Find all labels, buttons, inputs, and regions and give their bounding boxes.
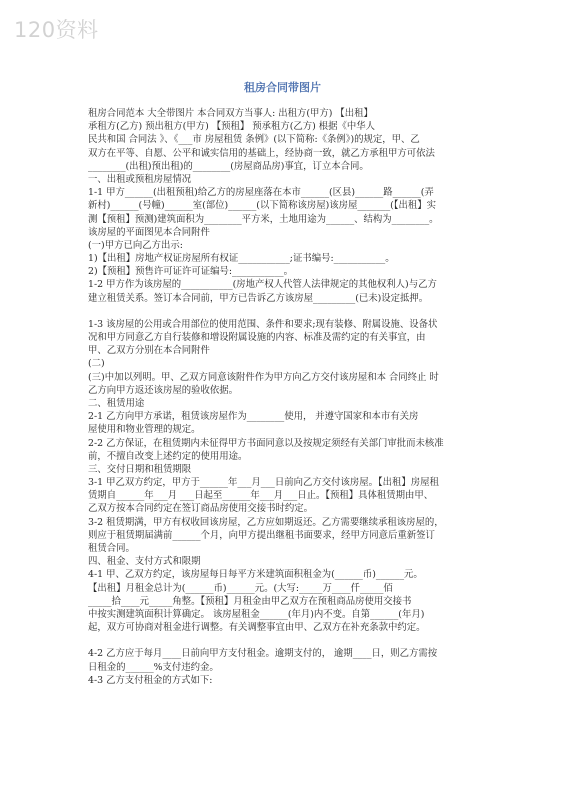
- text-line: 四、租金、支付方式和限期: [88, 556, 201, 568]
- text-line: 一、出租或预租房屋情况: [88, 173, 192, 185]
- text-line: 4-3 乙方支付租金的方式如下:: [88, 674, 213, 686]
- text-line: 则应于租赁期届满前______个月，向甲方提出继租书面要求，经甲方同意后重新签订: [88, 529, 435, 541]
- text-line: 日租金的______%支付违约金。: [88, 661, 219, 673]
- text-line: 建立租赁关系。签订本合同前，甲方已告诉乙方该房屋_________(已未)设定抵押。: [88, 292, 429, 304]
- text-line: (一)甲方已向乙方出示:: [88, 239, 183, 251]
- text-line: 2-2 乙方保证，在租赁期内未征得甲方书面同意以及按规定须经有关部门审批而未核准: [88, 437, 444, 449]
- text-line: 3-2 租赁期满，甲方有权收回该房屋，乙方应如期返还。乙方需要继续承租该房屋的，: [88, 516, 444, 528]
- text-line: (二): [88, 358, 105, 370]
- text-line: _____拾____元_____角整。【预租】月租金由甲乙双方在预租商品房使用交接书: [88, 595, 412, 607]
- text-line: 1-2 甲方作为该房屋的___________(房地产权人代管人法律规定的其他权利人)与乙方: [88, 279, 437, 291]
- text-line: 民共和国 合同法 》、《___市 房屋租赁 条例》(以下简称:《条例》)的规定，甲、乙: [88, 134, 420, 146]
- paragraph-gap: [88, 305, 488, 318]
- text-line: 4-2 乙方应于每月____日前向甲方支付租金。逾期支付的， 逾期____日，则乙方需按: [88, 648, 438, 660]
- text-line: 该房屋的平面图见本合同附件: [88, 226, 210, 238]
- text-line: 【出租】月租金总计为(______币)______元。(大写:_____万____仟_____佰: [88, 582, 393, 594]
- text-line: 前，不擅自改变上述约定的使用用途。: [88, 450, 248, 462]
- text-line: 乙方向甲方返还该房屋的验收依据。: [88, 384, 239, 396]
- text-line: 甲、乙双方分别在本合同附件: [88, 345, 210, 357]
- text-line: 承租方(乙方) 预出租方(甲方) 【预租】 预承租方(乙方) 根据《中华人: [88, 121, 375, 133]
- watermark: 120资料: [14, 18, 99, 42]
- text-line: 4-1 甲、乙双方约定，该房屋每日每平方米建筑面积租金为(______币)______元。: [88, 569, 423, 581]
- text-line: 乙双方按本合同约定在签订商品房使用交接书时约定。: [88, 503, 314, 515]
- text-line: 屋使用和物业管理的规定。: [88, 424, 201, 436]
- text-line: 2)【预租】预售许可证许可证编号:___________。: [88, 266, 293, 278]
- text-line: 三、交付日期和租赁期限: [88, 463, 192, 475]
- text-line: 1-3 该房屋的公用或合用部位的使用范围、条件和要求;现有装修、附属设施、设备状: [88, 318, 438, 330]
- text-line: 2-1 乙方向甲方承诺，租赁该房屋作为________使用， 并遵守国家和本市有关房: [88, 411, 419, 423]
- text-line: 测【预租】预测)建筑面积为________平方米，土地用途为______、结构为________。: [88, 213, 439, 225]
- text-line: 租房合同范本 大全带图片 本合同双方当事人: 出租方(甲方) 【出租】: [88, 108, 373, 119]
- paragraph-gap: [88, 634, 488, 647]
- text-line: 1)【出租】房地产权证房屋所有权证___________;证书编号:___________。: [88, 253, 395, 265]
- text-line: 起，双方可协商对租金进行调整。有关调整事宜由甲、乙双方在补充条款中约定。: [88, 622, 426, 634]
- text-line: 况和甲方同意乙方自行装修和增设附属设施的内容、标准及需约定的有关事宜，由: [88, 332, 426, 343]
- page-title: 租房合同带图片: [244, 81, 321, 94]
- text-line: 赁期自______年___月 ___日起至______年___月___日止。【预租】具体租赁期由甲、: [88, 490, 434, 502]
- text-line: 中按实测建筑面积计算确定。 该房屋租金______(年月)内不变。自第______(年月): [88, 608, 425, 620]
- text-line: 3-1 甲乙双方约定，甲方于______年___月___日前向乙方交付该房屋。【出租】房屋租: [88, 477, 439, 489]
- text-line: 二、租赁用途: [88, 397, 145, 409]
- text-line: (三)中加以列明。甲、乙双方同意该附件作为甲方向乙方交付该房屋和本 合同终止 时: [88, 371, 439, 383]
- text-line: 租赁合同。: [88, 543, 135, 554]
- text-line: 1-1 甲方______(出租预租)给乙方的房屋座落在本市______(区县)______路______(弄: [88, 187, 434, 199]
- text-line: 新村)______(号幢)______室(部位)______(以下简称该房屋)该房屋_______(【出租】实: [88, 200, 437, 212]
- text-line: ________(出租)预出租)的________(房屋商品房)事宜，订立本合同。: [88, 160, 369, 172]
- document-body: [88, 107, 488, 687]
- text-line: 双方在平等、自愿、公平和诚实信用的基础上，经协商一致，就乙方承租甲方可依法: [88, 147, 435, 159]
